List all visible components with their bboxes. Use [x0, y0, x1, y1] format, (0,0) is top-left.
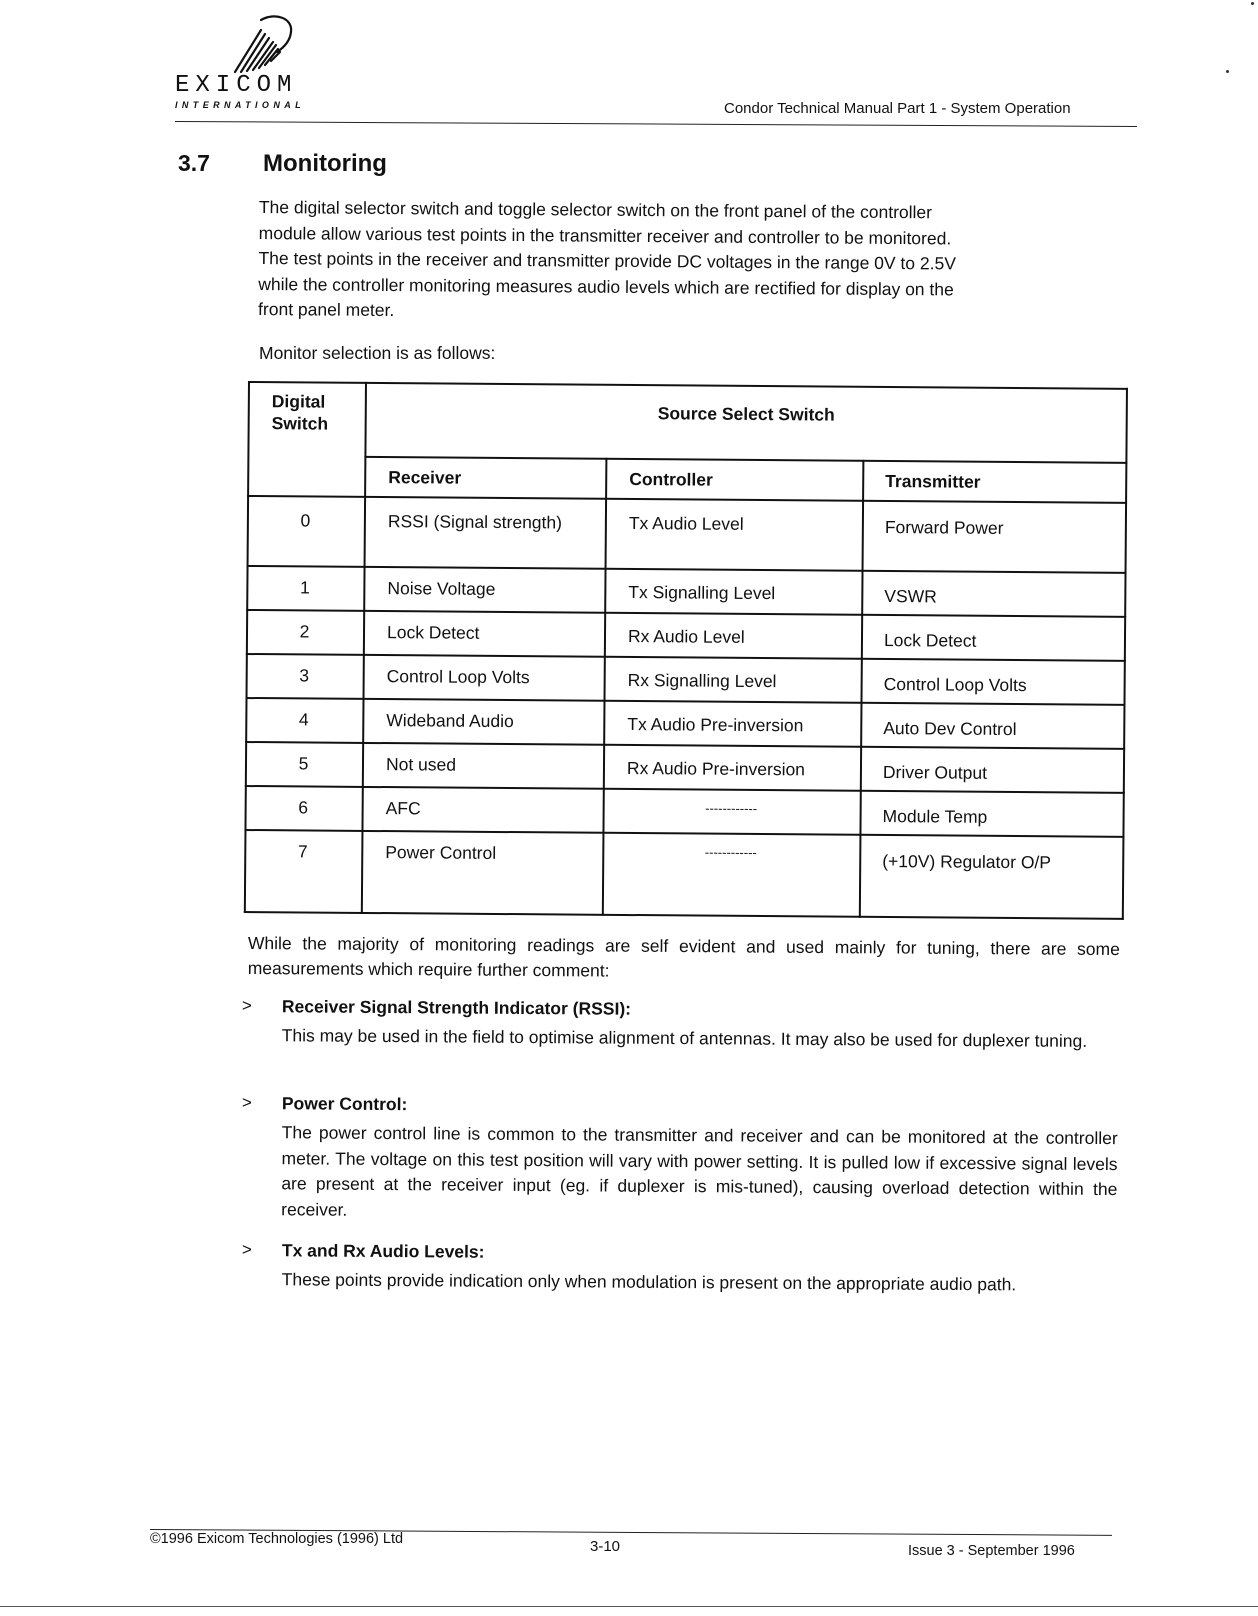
table-cell-switch: 6: [298, 797, 309, 818]
table-cell-receiver: Not used: [385, 754, 457, 775]
header-rule: [175, 121, 1137, 127]
footer-copyright: ©1996 Exicom Technologies (1996) Ltd: [150, 1531, 404, 1547]
document-title: Condor Technical Manual Part 1 - System Operation: [724, 100, 1071, 117]
section-number: 3.7: [178, 150, 210, 176]
table-row-line: [245, 785, 1125, 793]
digital-switch-header: Digital Switch: [271, 391, 329, 434]
table-row-line: [246, 609, 1126, 617]
note-rssi: [241, 996, 1122, 1051]
scan-edge: [0, 1606, 1258, 1607]
note-heading: Tx and Rx Audio Levels:: [281, 1240, 485, 1262]
note-power-control: [241, 1093, 1122, 1220]
table-row-line: [246, 653, 1126, 661]
monitor-selection-table: [244, 381, 1128, 920]
table-row-line: [245, 741, 1125, 749]
table-cell-receiver: AFC: [385, 798, 421, 819]
table-cell-switch: 4: [298, 709, 309, 730]
table-cell-switch: 3: [299, 665, 310, 686]
intro-line: The test points in the receiver and transmitter provide DC voltages in the range 0V to 2.5V: [258, 247, 957, 274]
table-cell-receiver: Lock Detect: [386, 622, 480, 643]
table-cell-receiver: RSSI (Signal strength): [387, 511, 563, 533]
table-cell-switch: 0: [300, 510, 311, 531]
controller-column-header: Controller: [629, 468, 713, 490]
table-cell-switch: 5: [298, 753, 309, 774]
table-column-line: [859, 460, 864, 918]
table-cell-switch: 2: [299, 621, 310, 642]
table-cell-receiver: Wideband Audio: [386, 710, 514, 732]
note-heading: Receiver Signal Strength Indicator (RSSI):: [281, 996, 632, 1019]
table-cell-receiver: Control Loop Volts: [386, 666, 530, 688]
table-cell-controller: Tx Audio Pre-inversion: [627, 713, 804, 736]
intro-line: while the controller monitoring measures audio levels which are rectified for display on the: [258, 273, 954, 299]
table-cell-transmitter: (+10V) Regulator O/P: [882, 850, 1052, 873]
scan-speck: [1251, 2, 1254, 5]
table-cell-controller: Rx Audio Level: [627, 625, 745, 647]
logo-subtitle: INTERNATIONAL: [175, 100, 306, 110]
section-title: Monitoring: [263, 150, 387, 177]
table-border: [248, 381, 1128, 389]
exicom-swoosh-icon: [231, 14, 301, 76]
footer-issue: Issue 3 - September 1996: [908, 1543, 1075, 1559]
note-body: These points provide indication only when modulation is present on the appropriate audio path.: [281, 1269, 1017, 1295]
exicom-logo: [175, 14, 355, 114]
intro-line: The digital selector switch and toggle selector switch on the front panel of the controller: [258, 196, 933, 223]
intro-line: front panel meter.: [258, 298, 395, 321]
table-cell-controller: ------------: [705, 800, 758, 817]
table-cell-controller: Rx Audio Pre-inversion: [626, 757, 806, 780]
intro-paragraph: [258, 195, 1139, 329]
table-cell-controller: ------------: [704, 844, 757, 861]
note-body: This may be used in the field to optimise alignment of antennas. It may also be used for duplexer tuning.: [281, 1025, 1088, 1051]
scan-speck: [1226, 70, 1229, 73]
logo-wordmark: EXICOM: [175, 72, 298, 99]
table-row-line: [247, 495, 1127, 503]
table-cell-transmitter: Lock Detect: [883, 630, 977, 651]
note-body: The power control line is common to the transmitter and receiver and can be monitored at the controller meter. The voltage on this test position will vary with power setting. It is pulled low if excessive signal levels are present at the receiver input (eg. if duplexer is mis-tuned), causing overload detection within the receiver.: [281, 1122, 1118, 1220]
table-border: [244, 381, 250, 913]
source-select-header: Source Select Switch: [657, 403, 835, 425]
table-cell-switch: 1: [299, 577, 310, 598]
table-cell-transmitter: Driver Output: [882, 761, 988, 783]
transmitter-column-header: Transmitter: [885, 471, 981, 492]
table-cell-transmitter: VSWR: [884, 586, 937, 607]
note-marker: >: [241, 1240, 252, 1260]
footer-page-number: 3-10: [590, 1538, 621, 1555]
table-cell-controller: Tx Signalling Level: [628, 581, 776, 604]
note-audio-levels: [241, 1240, 1122, 1295]
table-border: [244, 911, 1124, 919]
comment-intro-paragraph: While the majority of monitoring readings are self evident and used mainly for tuning, there are some measurements which require further comment:: [247, 932, 1120, 981]
table-border: [1122, 388, 1128, 920]
table-cell-controller: Rx Signalling Level: [627, 669, 777, 692]
table-cell-transmitter: Module Temp: [882, 805, 988, 827]
intro-line: module allow various test points in the transmitter receiver and controller to be monitored.: [258, 222, 952, 248]
table-cell-receiver: Power Control: [385, 842, 497, 863]
table-row-line: [244, 829, 1124, 837]
table-cell-switch: 7: [297, 841, 308, 862]
table-cell-receiver: Noise Voltage: [387, 578, 496, 599]
table-column-line: [361, 382, 367, 914]
table-row-line: [246, 697, 1126, 705]
table-cell-transmitter: Auto Dev Control: [883, 718, 1017, 740]
note-marker: >: [241, 996, 252, 1016]
table-cell-controller: Tx Audio Level: [628, 512, 744, 534]
note-marker: >: [241, 1093, 252, 1113]
table-row-line: [364, 456, 1127, 463]
monitor-selection-text: Monitor selection is as follows:: [259, 343, 496, 363]
table-cell-transmitter: Control Loop Volts: [883, 674, 1027, 696]
table-cell-transmitter: Forward Power: [884, 517, 1004, 538]
note-heading: Power Control:: [281, 1093, 408, 1115]
table-row-line: [247, 565, 1127, 573]
receiver-column-header: Receiver: [388, 467, 462, 488]
